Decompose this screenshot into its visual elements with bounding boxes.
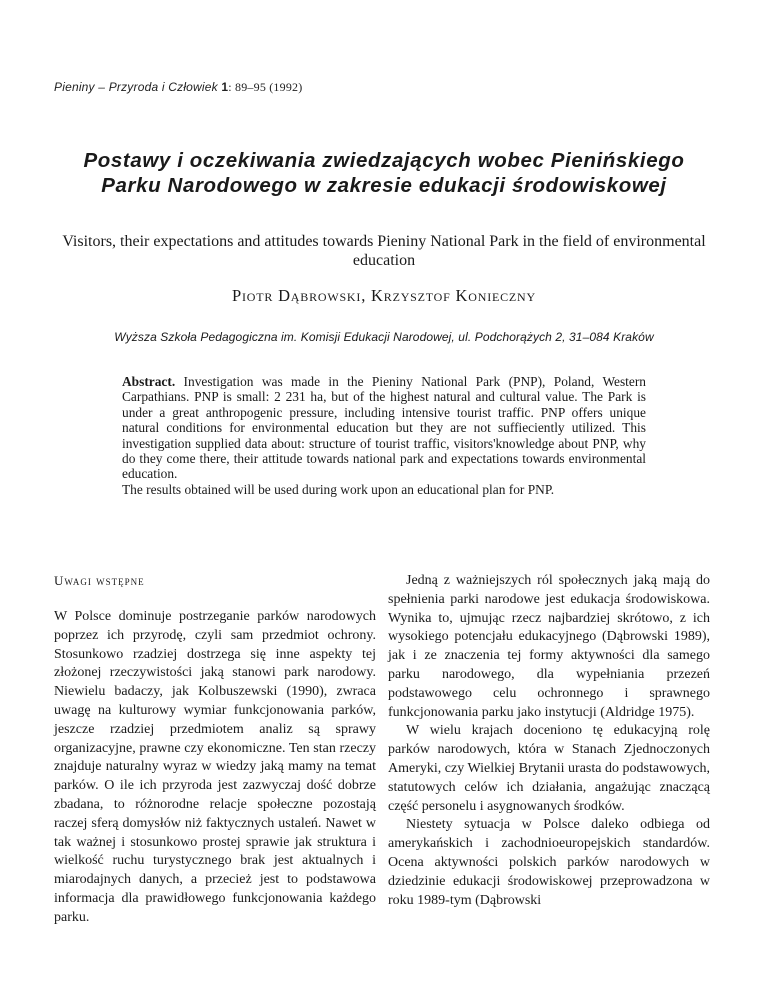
affiliation: Wyższa Szkoła Pedagogiczna im. Komisji Edukacji Narodowej, ul. Podchorążych 2, 31–084 Kraków [114, 330, 654, 344]
paper-title-line-2: Parku Narodowego w zakresie edukacji środowiskowej [101, 174, 667, 197]
abstract-text-2: The results obtained will be used during work upon an educational plan for PNP. [122, 481, 555, 497]
journal-pages: : 89–95 (1992) [228, 80, 303, 94]
abstract [122, 374, 646, 497]
journal-name: Pieniny – Przyroda i Człowiek [54, 80, 218, 94]
paper-title [40, 148, 728, 198]
body-paragraph: Niestety sytuacja w Polsce daleko odbiega od amerykańskich i zachodnioeuropejskich standardów. Ocena aktywności polskich parków narodowych w dziedzinie edukacji środowiskowej przeprowadzona w roku 1989-tym (Dąbrowski [388, 817, 710, 908]
section-heading: Uwagi wstępne [54, 573, 145, 588]
abstract-label: Abstract. [122, 374, 176, 389]
journal-reference [54, 80, 302, 95]
authors: Piotr Dąbrowski, Krzysztof Konieczny [231, 286, 536, 305]
left-column [54, 572, 376, 928]
body-paragraph: W Polsce dominuje postrzeganie parków narodowych poprzez ich przyrodę, czyli sam przedmiot ochrony. Stosunkowo rzadziej dostrzega się inne aspekty tej złożonej rzeczywistości jaką stanowi park narodowy. Niewielu badaczy, jak Kolbuszewski (1990), zwraca uwagę na kulturowy wymiar funkcjonowania parków, jeszcze rzadziej przedmiotem analiz są sprawy organizacyjne, prawne czy ekonomiczne. Ten stan rzeczy znajduje naturalny wyraz w wiedzy jaką mamy na temat parków. O ile ich przyroda jest zazwyczaj dość dobrze zbadana, to różnorodne relacje społeczne pozostają raczej sferą domysłów niż faktycznych ustaleń. Nawet w tak ważnej i stosunkowo prostej sprawie jak struktura i wielkość ruchu turystycznego brak jest aktualnych i miarodajnych danych, a przecież jest to podstawowa informacja dla prawidłowego funkcjonowania każdego parku. [54, 609, 376, 925]
paper-title-line-1: Postawy i oczekiwania zwiedzających wobec Pienińskiego [83, 149, 685, 172]
body-paragraph: W wielu krajach doceniono tę edukacyjną rolę parków narodowych, która w Stanach Zjednoczonych Ameryki, czy Wielkiej Brytanii urasta do podstawowych, statutowych celów ich działania, angażując znaczącą część personelu i asygnowanych środków. [388, 723, 710, 814]
abstract-text: Investigation was made in the Pieniny National Park (PNP), Poland, Western Carpathians. PNP is small: 2 231 ha, but of the highest natural and cultural value. The Park is under a great anthropogenic pressure, including intensive tourist traffic. PNP offers unique natural conditions for environmental education but they are not suffieciently utilized. This investigation supplied data about: structure of tourist traffic, visitors'knowledge about PNP, why do they come there, their attitude towards national park and expectations towards environmental education. [122, 374, 646, 482]
right-column [388, 572, 710, 910]
body-paragraph: Jedną z ważniejszych ról społecznych jaką mają do spełnienia parki narodowe jest edukacja środowiskowa. Wynika to, ujmując rzecz najbardziej skrótowo, z ich wysokiego potencjału edukacyjnego (Dąbrowski 1989), jak i ze znaczenia tej formy aktywności dla samego parku narodowego, dla wypełniania przezeń podstawowego celu ochronnego i sprawnego funkcjonowania parku jako instytucji (Aldridge 1975). [388, 573, 710, 720]
english-title: Visitors, their expectations and attitudes towards Pieniny National Park in the field of environmental education [62, 233, 706, 269]
journal-volume: 1 [221, 80, 229, 94]
